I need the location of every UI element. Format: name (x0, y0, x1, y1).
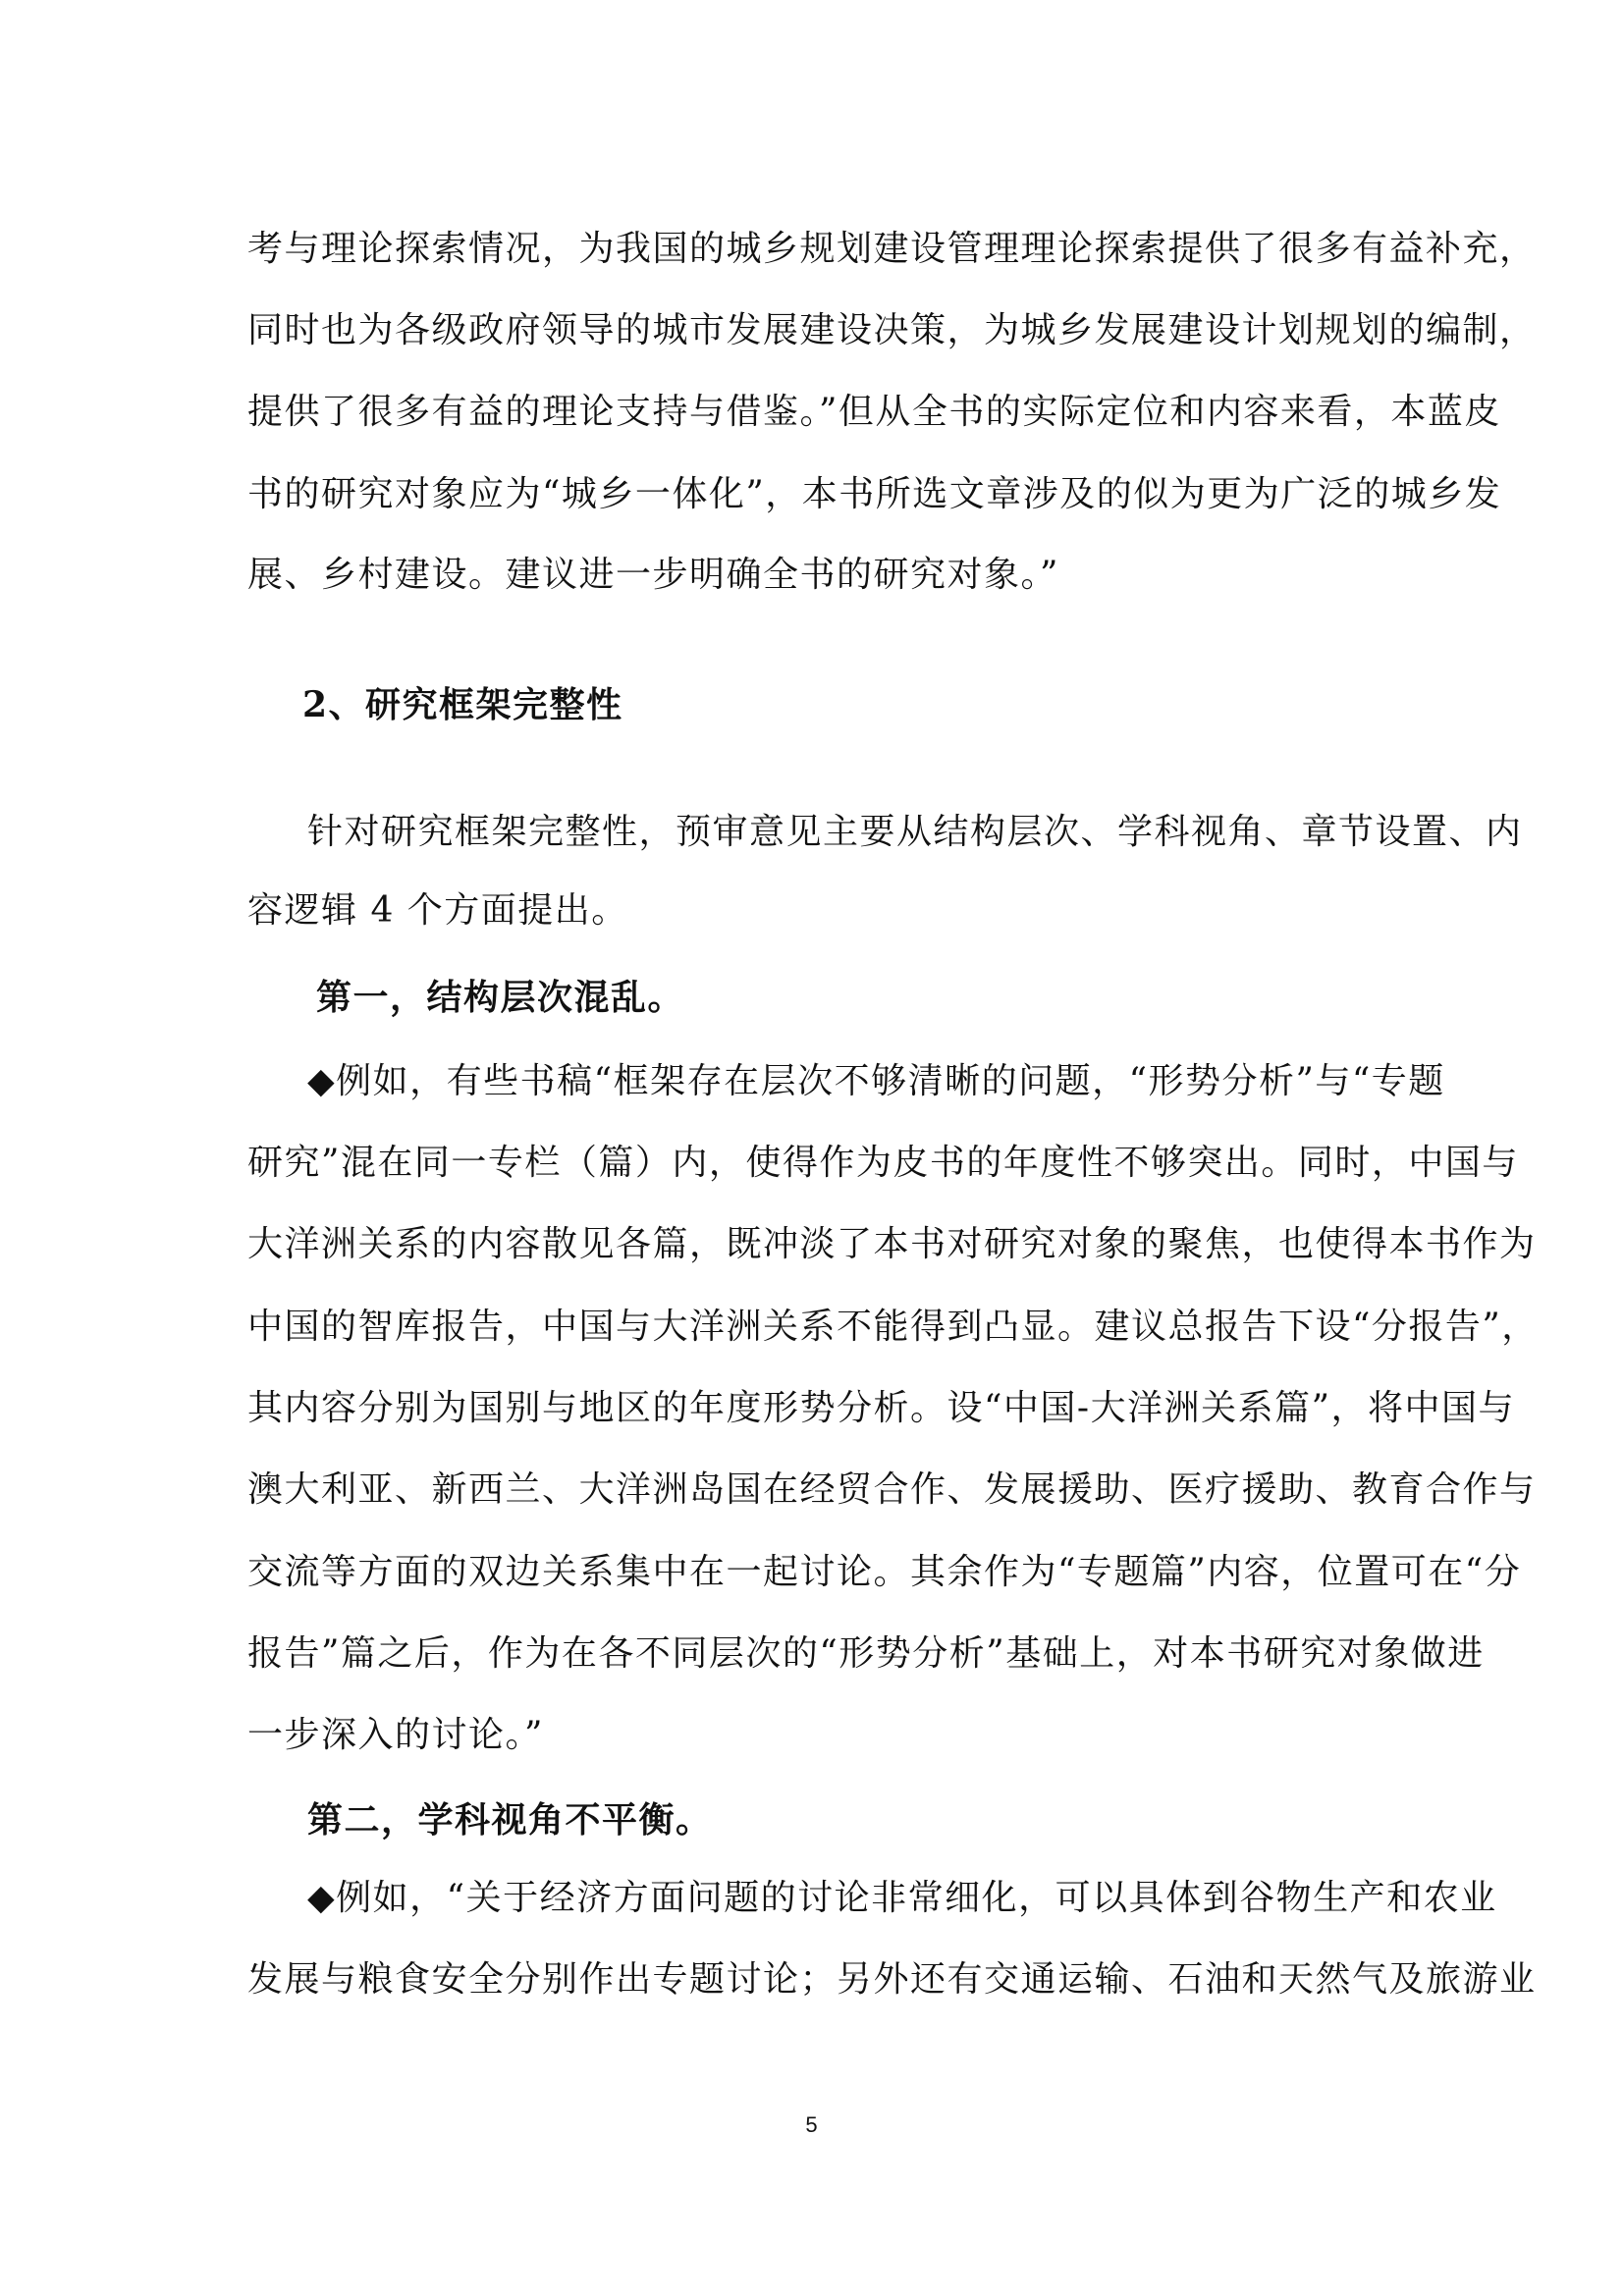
framework-line-2: 容逻辑 4 个方面提出。 (247, 890, 628, 931)
page-number: 5 (805, 2112, 818, 2137)
intro-line-3: 提供了很多有益的理论支持与借鉴。”但从全书的实际定位和内容来看，本蓝皮 (247, 392, 1501, 432)
point-two-heading: 第二，学科视角不平衡。 (307, 1799, 713, 1841)
framework-line-1: 针对研究框架完整性，预审意见主要从结构层次、学科视角、章节设置、内 (307, 812, 1523, 852)
point-one-line-4: 中国的智库报告，中国与大洋洲关系不能得到凸显。建议总报告下设“分报告”， (247, 1307, 1539, 1347)
intro-line-1: 考与理论探索情况，为我国的城乡规划建设管理理论探索提供了很多有益补充， (247, 229, 1537, 269)
section-heading: 2、研究框架完整性 (302, 684, 623, 725)
point-one-line-6: 澳大利亚、新西兰、大洋洲岛国在经贸合作、发展援助、医疗援助、教育合作与 (247, 1469, 1537, 1510)
point-one-heading: 第一，结构层次混乱。 (316, 977, 685, 1018)
point-one-line-2: 研究”混在同一专栏（篇）内，使得作为皮书的年度性不够突出。同时，中国与 (247, 1143, 1519, 1183)
point-two-line-2: 发展与粮食安全分别作出专题讨论；另外还有交通运输、石油和天然气及旅游业 (247, 1959, 1537, 2000)
point-one-line-9: 一步深入的讨论。” (247, 1715, 544, 1755)
point-two-line-1: ◆例如，“关于经济方面问题的讨论非常细化，可以具体到谷物生产和农业 (307, 1878, 1497, 1918)
intro-line-2: 同时也为各级政府领导的城市发展建设决策，为城乡发展建设计划规划的编制， (247, 310, 1537, 350)
intro-line-4: 书的研究对象应为“城乡一体化”，本书所选文章涉及的似为更为广泛的城乡发 (247, 474, 1502, 514)
point-one-line-5: 其内容分别为国别与地区的年度形势分析。设“中国-大洋洲关系篇”，将中国与 (247, 1388, 1515, 1428)
point-one-line-3: 大洋洲关系的内容散见各篇，既冲淡了本书对研究对象的聚焦，也使得本书作为 (247, 1224, 1537, 1264)
point-one-line-8: 报告”篇之后，作为在各不同层次的“形势分析”基础上，对本书研究对象做进 (247, 1633, 1485, 1674)
point-one-line-7: 交流等方面的双边关系集中在一起讨论。其余作为“专题篇”内容，位置可在“分 (247, 1552, 1522, 1592)
intro-line-5: 展、乡村建设。建议进一步明确全书的研究对象。” (247, 555, 1059, 595)
point-one-line-1: ◆例如，有些书稿“框架存在层次不够清晰的问题，“形势分析”与“专题 (307, 1061, 1445, 1101)
